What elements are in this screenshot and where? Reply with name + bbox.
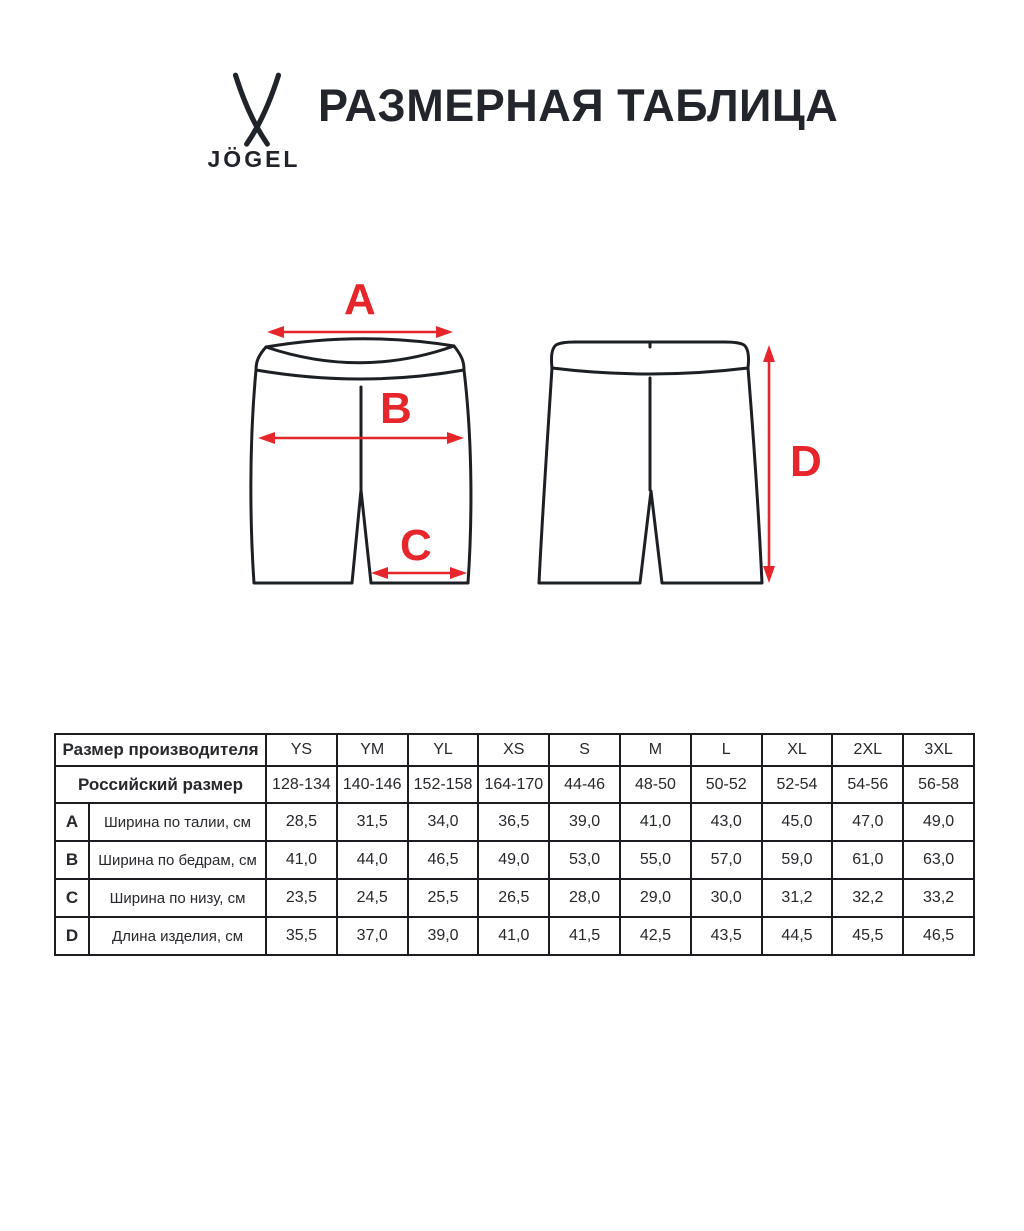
measurement-value-cell: 36,5 [478, 803, 549, 841]
measurement-value-cell: 35,5 [266, 917, 337, 955]
measurement-value-cell: 39,0 [549, 803, 620, 841]
measurement-label-cell: Ширина по талии, см [89, 803, 266, 841]
size-code-cell: 3XL [903, 734, 974, 766]
measurement-value-cell: 41,0 [620, 803, 691, 841]
jogel-logo-icon [220, 72, 294, 148]
measurement-value-cell: 29,0 [620, 879, 691, 917]
measurement-value-cell: 28,0 [549, 879, 620, 917]
shorts-back-waist-seam [552, 368, 748, 374]
measurement-value-cell: 44,0 [337, 841, 408, 879]
russian-size-cell: 50-52 [691, 766, 762, 803]
russian-size-cell: 44-46 [549, 766, 620, 803]
size-code-cell: XS [478, 734, 549, 766]
measurement-value-cell: 43,0 [691, 803, 762, 841]
size-table-body [55, 734, 974, 955]
dimension-key-cell: D [55, 917, 89, 955]
measurement-value-cell: 44,5 [762, 917, 833, 955]
dimension-key-cell: B [55, 841, 89, 879]
size-code-cell: L [691, 734, 762, 766]
shorts-back-view [539, 342, 762, 583]
dimension-arrow-a [267, 326, 453, 338]
measurement-row-b [55, 841, 974, 879]
measurement-value-cell: 28,5 [266, 803, 337, 841]
shorts-diagram [0, 260, 1024, 640]
measurement-value-cell: 31,2 [762, 879, 833, 917]
measurement-value-cell: 49,0 [478, 841, 549, 879]
measurement-value-cell: 24,5 [337, 879, 408, 917]
measurement-value-cell: 45,5 [832, 917, 903, 955]
measurement-value-cell: 57,0 [691, 841, 762, 879]
measurement-label-cell: Ширина по бедрам, см [89, 841, 266, 879]
size-code-cell: M [620, 734, 691, 766]
measurement-value-cell: 32,2 [832, 879, 903, 917]
measurement-value-cell: 41,0 [478, 917, 549, 955]
dimension-key-cell: A [55, 803, 89, 841]
size-code-cell: YL [408, 734, 479, 766]
measurement-label-cell: Длина изделия, см [89, 917, 266, 955]
size-code-cell: YS [266, 734, 337, 766]
jogel-wordmark: JÖGEL [207, 146, 301, 172]
measurement-value-cell: 41,0 [266, 841, 337, 879]
size-code-cell: XL [762, 734, 833, 766]
russian-size-cell: 52-54 [762, 766, 833, 803]
measurement-value-cell: 55,0 [620, 841, 691, 879]
measurement-value-cell: 47,0 [832, 803, 903, 841]
russian-size-cell: 164-170 [478, 766, 549, 803]
dimension-label-c: C [400, 521, 432, 570]
dimension-key-cell: C [55, 879, 89, 917]
size-code-cell: 2XL [832, 734, 903, 766]
shorts-front-waistband-icon [266, 339, 454, 363]
dimension-label-b: B [380, 384, 412, 433]
measurement-value-cell: 53,0 [549, 841, 620, 879]
size-table [54, 733, 975, 956]
measurement-label-cell: Ширина по низу, см [89, 879, 266, 917]
measurement-value-cell: 25,5 [408, 879, 479, 917]
dimension-label-d: D [790, 437, 822, 486]
measurement-row-a [55, 803, 974, 841]
measurement-value-cell: 33,2 [903, 879, 974, 917]
measurement-value-cell: 31,5 [337, 803, 408, 841]
russian-size-cell: 54-56 [832, 766, 903, 803]
russian-size-row-label: Российский размер [55, 766, 266, 803]
russian-size-cell: 48-50 [620, 766, 691, 803]
measurement-value-cell: 41,5 [549, 917, 620, 955]
dimension-label-a: A [344, 275, 376, 324]
measurement-value-cell: 61,0 [832, 841, 903, 879]
dimension-arrow-d [763, 345, 775, 583]
measurement-value-cell: 30,0 [691, 879, 762, 917]
shorts-front-waist-seam [256, 370, 464, 379]
size-code-cell: S [549, 734, 620, 766]
measurement-value-cell: 45,0 [762, 803, 833, 841]
manufacturer-size-row-label: Размер производителя [55, 734, 266, 766]
measurement-value-cell: 49,0 [903, 803, 974, 841]
measurement-value-cell: 26,5 [478, 879, 549, 917]
measurement-value-cell: 46,5 [408, 841, 479, 879]
measurement-value-cell: 63,0 [903, 841, 974, 879]
size-code-cell: YM [337, 734, 408, 766]
measurement-value-cell: 34,0 [408, 803, 479, 841]
page-title: РАЗМЕРНАЯ ТАБЛИЦА [318, 80, 839, 131]
shorts-front-view [251, 339, 471, 583]
measurement-value-cell: 39,0 [408, 917, 479, 955]
russian-size-cell: 128-134 [266, 766, 337, 803]
measurement-row-d [55, 917, 974, 955]
russian-size-cell: 56-58 [903, 766, 974, 803]
measurement-value-cell: 43,5 [691, 917, 762, 955]
russian-size-cell: 152-158 [408, 766, 479, 803]
measurement-value-cell: 46,5 [903, 917, 974, 955]
measurement-value-cell: 42,5 [620, 917, 691, 955]
measurement-value-cell: 59,0 [762, 841, 833, 879]
manufacturer-size-row [55, 734, 974, 766]
measurement-value-cell: 37,0 [337, 917, 408, 955]
russian-size-row [55, 766, 974, 803]
measurement-row-c [55, 879, 974, 917]
measurement-value-cell: 23,5 [266, 879, 337, 917]
russian-size-cell: 140-146 [337, 766, 408, 803]
